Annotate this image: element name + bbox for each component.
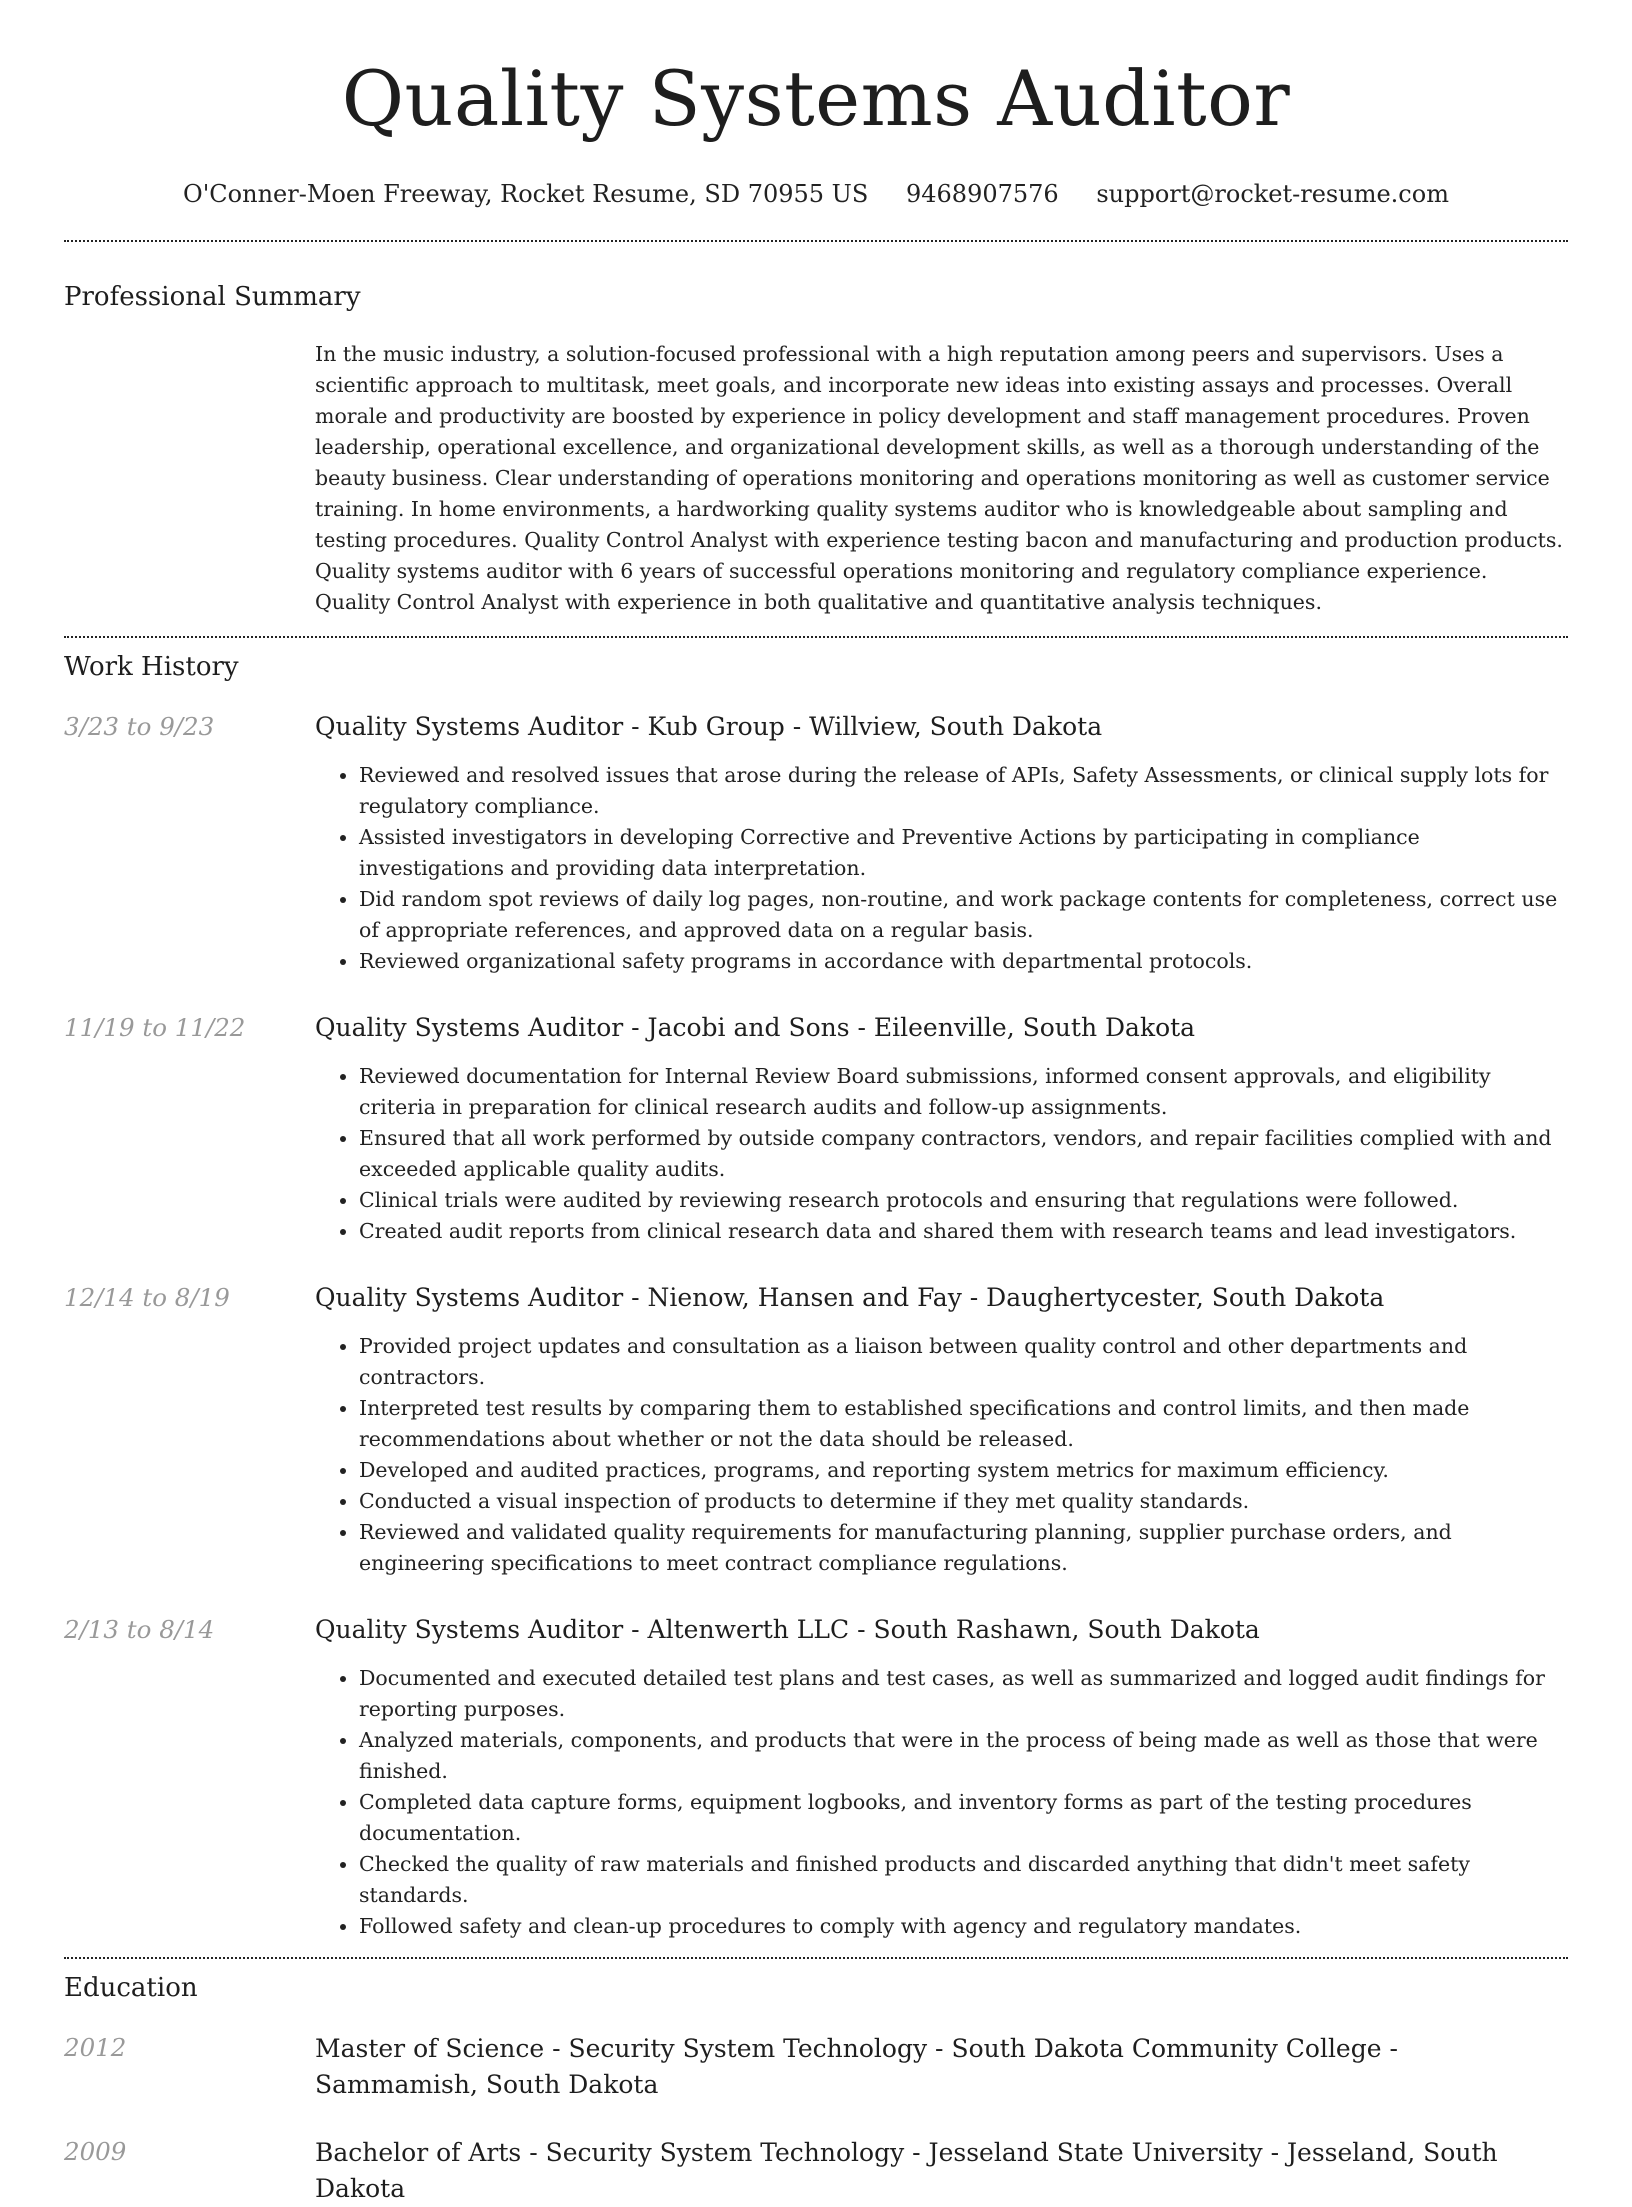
job-bullet: • Assisted investigators in developing Corrective and Preventive Actions by participating in compliance investigations and providing data interpretation.: [359, 822, 1568, 884]
job-bullets: [315, 1663, 1568, 1942]
education-details: [315, 2031, 1568, 2103]
job-bullet: • Analyzed materials, components, and products that were in the process of being made as well as those that were finished.: [359, 1725, 1568, 1787]
job-title: Quality Systems Auditor - Kub Group - Willview, South Dakota: [315, 712, 1103, 741]
job-bullet: • Created audit reports from clinical research data and shared them with research teams and lead investigators.: [359, 1216, 1568, 1247]
job-entry: [64, 710, 1568, 977]
contact-phone: 9468907576: [905, 180, 1059, 208]
job-bullet: • Ensured that all work performed by outside company contractors, vendors, and repair facilities complied with and exceeded applicable quality audits.: [359, 1123, 1568, 1185]
job-bullet: • Interpreted test results by comparing them to established specifications and control limits, and then made recommendations about whether or not the data should be released.: [359, 1393, 1568, 1455]
education-heading: Education: [64, 1973, 198, 2003]
job-title: Quality Systems Auditor - Altenwerth LLC - South Rashawn, South Dakota: [315, 1615, 1260, 1644]
contact-address: O'Conner-Moen Freeway, Rocket Resume, SD 70955 US: [183, 180, 869, 208]
job-title: Quality Systems Auditor - Jacobi and Sons - Eileenville, South Dakota: [315, 1013, 1196, 1042]
job-details: [315, 1011, 1568, 1247]
job-dates: 2/13 to 8/14: [64, 1615, 215, 1644]
job-dates: 11/19 to 11/22: [64, 1013, 246, 1042]
contact-email: support@rocket-resume.com: [1096, 180, 1449, 208]
job-details: [315, 1613, 1568, 1942]
job-bullet: • Reviewed documentation for Internal Review Board submissions, informed consent approvals, and eligibility criteria in preparation for clinical research audits and follow-up assignments.: [359, 1061, 1568, 1123]
job-details: [315, 1281, 1568, 1579]
section-divider: [64, 1957, 1568, 1959]
job-title: Quality Systems Auditor - Nienow, Hansen and Fay - Daughertycester, South Dakota: [315, 1283, 1385, 1312]
job-bullet: • Checked the quality of raw materials and finished products and discarded anything that didn't meet safety standards.: [359, 1849, 1568, 1911]
job-details: [315, 710, 1568, 977]
section-divider: [64, 636, 1568, 638]
job-bullet: • Followed safety and clean-up procedures to comply with agency and regulatory mandates.: [359, 1911, 1568, 1942]
work-history-heading: Work History: [64, 652, 239, 682]
job-bullet: • Reviewed organizational safety programs in accordance with departmental protocols.: [359, 946, 1568, 977]
degree-title: Master of Science - Security System Technology - South Dakota Community College - Sammamish, South Dakota: [315, 2034, 1398, 2099]
job-entry: [64, 1281, 1568, 1579]
education-entry: [64, 2135, 1568, 2207]
job-bullets: [315, 760, 1568, 977]
job-bullet: • Clinical trials were audited by reviewing research protocols and ensuring that regulations were followed.: [359, 1185, 1568, 1216]
job-bullet: • Reviewed and validated quality requirements for manufacturing planning, supplier purchase orders, and engineering specifications to meet contract compliance regulations.: [359, 1517, 1568, 1579]
job-bullet: • Completed data capture forms, equipment logbooks, and inventory forms as part of the testing procedures documentation.: [359, 1787, 1568, 1849]
job-bullet: • Did random spot reviews of daily log pages, non-routine, and work package contents for completeness, correct use of appropriate references, and approved data on a regular basis.: [359, 884, 1568, 946]
job-bullet: • Conducted a visual inspection of products to determine if they met quality standards.: [359, 1486, 1568, 1517]
job-bullets: [315, 1331, 1568, 1579]
job-bullet: • Documented and executed detailed test plans and test cases, as well as summarized and logged audit findings for reporting purposes.: [359, 1663, 1568, 1725]
education-details: [315, 2135, 1568, 2207]
degree-title: Bachelor of Arts - Security System Technology - Jesseland State University - Jesseland, South Dakota: [315, 2138, 1498, 2203]
education-year: 2009: [64, 2137, 127, 2166]
contact-line: [64, 178, 1568, 210]
summary-text: In the music industry, a solution-focused professional with a high reputation among peers and supervisors. Uses a scientific approach to multitask, meet goals, and incorporate new ideas into existing assays and processes. Overall morale and productivity are boosted by experience in policy development and staff management procedures. Proven leadership, operational excellence, and organizational development skills, as well as a thorough understanding of the beauty business. Clear understanding of operations monitoring and operations monitoring as well as customer service training. In home environments, a hardworking quality systems auditor who is knowledgeable about sampling and testing procedures. Quality Control Analyst with experience testing bacon and manufacturing and production products. Quality systems auditor with 6 years of successful operations monitoring and regulatory compliance experience. Quality Control Analyst with experience in both qualitative and quantitative analysis techniques.: [315, 342, 1563, 614]
section-divider: [64, 240, 1568, 242]
resume-title: Quality Systems Auditor: [341, 54, 1291, 143]
summary-heading: Professional Summary: [64, 282, 361, 312]
job-entry: [64, 1011, 1568, 1247]
job-entry: [64, 1613, 1568, 1942]
education-entry: [64, 2031, 1568, 2103]
job-bullet: • Reviewed and resolved issues that arose during the release of APIs, Safety Assessments, or clinical supply lots for regulatory compliance.: [359, 760, 1568, 822]
job-bullet: • Provided project updates and consultation as a liaison between quality control and other departments and contractors.: [359, 1331, 1568, 1393]
job-bullets: [315, 1061, 1568, 1247]
job-bullet: • Developed and audited practices, programs, and reporting system metrics for maximum efficiency.: [359, 1455, 1568, 1486]
job-dates: 12/14 to 8/19: [64, 1283, 230, 1312]
job-dates: 3/23 to 9/23: [64, 712, 215, 741]
education-year: 2012: [64, 2033, 127, 2062]
